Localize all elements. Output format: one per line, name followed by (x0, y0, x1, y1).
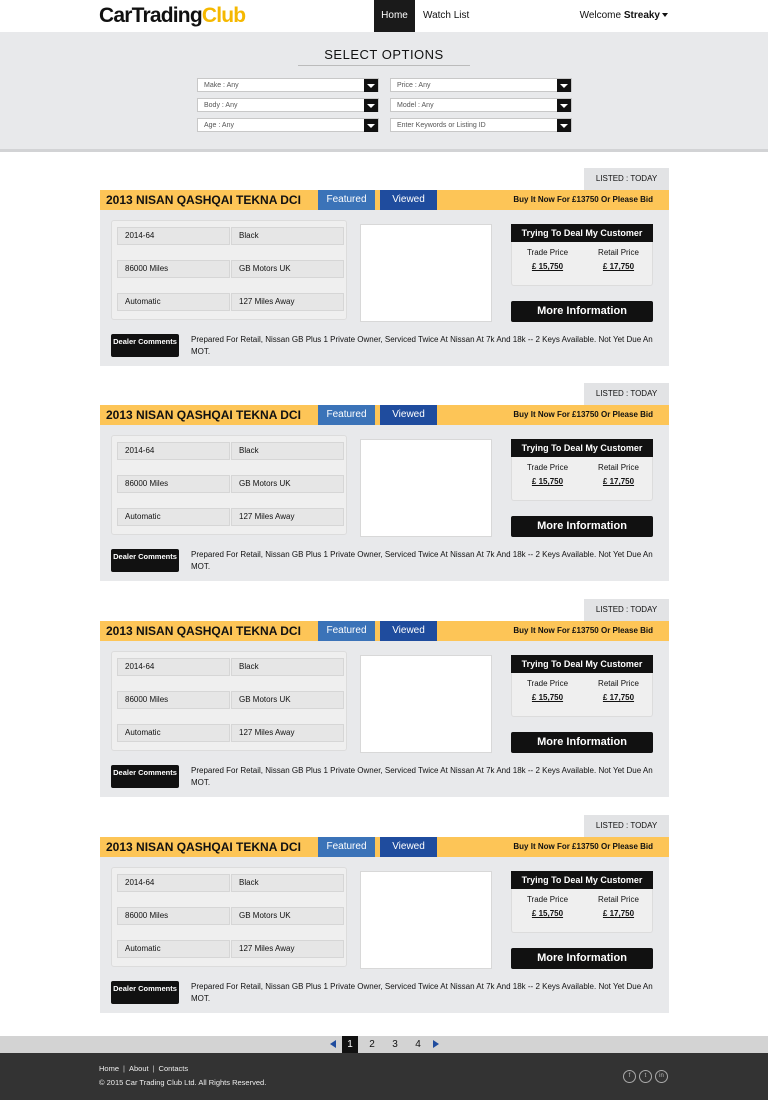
price-box (511, 457, 653, 501)
more-information-button[interactable]: More Information (511, 948, 653, 969)
viewed-badge: Viewed (380, 405, 437, 425)
retail-price-value: £ 17,750 (602, 693, 635, 702)
spec-dealer: GB Motors UK (231, 691, 344, 709)
trade-price-label: Trade Price (526, 679, 569, 688)
dropdown-arrow-icon (557, 79, 571, 92)
facebook-icon[interactable]: f (623, 1070, 636, 1083)
linkedin-icon[interactable]: in (655, 1070, 668, 1083)
spec-transmission: Automatic (117, 940, 230, 958)
twitter-icon[interactable]: t (639, 1070, 652, 1083)
listing-title[interactable]: 2013 NISAN QASHQAI TEKNA DCI (106, 624, 301, 638)
vehicle-specs (111, 651, 347, 751)
dealer-comments-label: Dealer Comments (111, 981, 179, 1004)
trade-price-value: £ 15,750 (531, 262, 564, 271)
spec-distance: 127 Miles Away (231, 293, 344, 311)
trade-price-label: Trade Price (526, 895, 569, 904)
vehicle-specs (111, 435, 347, 535)
dealer-comments-label: Dealer Comments (111, 765, 179, 788)
price-select-value: Price : Any (397, 82, 431, 89)
select-options-title: SELECT OPTIONS (324, 47, 444, 62)
caret-down-icon (662, 13, 668, 17)
listing-body (100, 857, 669, 1013)
model-select[interactable] (390, 98, 572, 112)
logo-club: Club (201, 4, 246, 27)
trade-price-label: Trade Price (526, 463, 569, 472)
welcome-user-menu[interactable] (580, 0, 668, 32)
spec-transmission: Automatic (117, 724, 230, 742)
trying-to-deal-banner: Trying To Deal My Customer (511, 224, 653, 242)
trying-to-deal-banner: Trying To Deal My Customer (511, 871, 653, 889)
site-header (0, 0, 768, 32)
listed-date: LISTED : TODAY (584, 383, 669, 405)
keyword-search-input[interactable] (390, 118, 572, 132)
listing-card (100, 815, 669, 1013)
spec-colour: Black (231, 874, 344, 892)
footer-link-home[interactable]: Home (99, 1064, 120, 1073)
previous-page-arrow-icon[interactable] (330, 1040, 336, 1048)
vehicle-specs (111, 867, 347, 967)
nav-watch-list[interactable]: Watch List (423, 10, 470, 21)
retail-price-label: Retail Price (598, 679, 639, 688)
vehicle-photo[interactable] (360, 224, 492, 322)
title-divider (298, 65, 470, 66)
footer-links (99, 1064, 188, 1073)
page-link-3[interactable]: 3 (392, 1039, 398, 1050)
spec-year: 2014-64 (117, 442, 230, 460)
spec-dealer: GB Motors UK (231, 260, 344, 278)
listed-date: LISTED : TODAY (584, 168, 669, 190)
price-box (511, 673, 653, 717)
buy-now-text: Buy It Now For £13750 Or Please Bid (513, 195, 653, 204)
listing-body (100, 425, 669, 581)
spec-colour: Black (231, 442, 344, 460)
site-logo[interactable] (99, 4, 245, 28)
price-box (511, 889, 653, 933)
spec-distance: 127 Miles Away (231, 940, 344, 958)
dropdown-arrow-icon (557, 119, 571, 132)
price-select[interactable] (390, 78, 572, 92)
next-page-arrow-icon[interactable] (433, 1040, 439, 1048)
listed-date: LISTED : TODAY (584, 815, 669, 837)
viewed-badge: Viewed (380, 621, 437, 641)
spec-dealer: GB Motors UK (231, 475, 344, 493)
trade-price-label: Trade Price (526, 248, 569, 257)
spec-mileage: 86000 Miles (117, 907, 230, 925)
select-options-panel (0, 32, 768, 152)
listing-title-bar (100, 405, 669, 425)
listing-card (100, 168, 669, 366)
nav-home[interactable]: Home (374, 0, 415, 32)
retail-price-label: Retail Price (598, 463, 639, 472)
featured-badge: Featured (318, 190, 375, 210)
more-information-button[interactable]: More Information (511, 301, 653, 322)
logo-car: Car (99, 4, 132, 27)
spec-year: 2014-64 (117, 227, 230, 245)
listing-card (100, 599, 669, 797)
make-select[interactable] (197, 78, 379, 92)
listing-title[interactable]: 2013 NISAN QASHQAI TEKNA DCI (106, 840, 301, 854)
spec-mileage: 86000 Miles (117, 260, 230, 278)
dealer-comments-label: Dealer Comments (111, 334, 179, 357)
separator: | (152, 1064, 155, 1073)
spec-year: 2014-64 (117, 658, 230, 676)
spec-mileage: 86000 Miles (117, 475, 230, 493)
trade-price-value: £ 15,750 (531, 477, 564, 486)
viewed-badge: Viewed (380, 190, 437, 210)
buy-now-text: Buy It Now For £13750 Or Please Bid (513, 842, 653, 851)
price-box (511, 242, 653, 286)
spec-transmission: Automatic (117, 293, 230, 311)
page-link-4[interactable]: 4 (415, 1039, 421, 1050)
logo-trading: Trading (131, 4, 202, 27)
buy-now-text: Buy It Now For £13750 Or Please Bid (513, 410, 653, 419)
page-link-1[interactable]: 1 (342, 1036, 358, 1053)
featured-badge: Featured (318, 837, 375, 857)
trade-price-value: £ 15,750 (531, 693, 564, 702)
spec-distance: 127 Miles Away (231, 508, 344, 526)
retail-price-value: £ 17,750 (602, 909, 635, 918)
listing-body (100, 210, 669, 366)
spec-year: 2014-64 (117, 874, 230, 892)
buy-now-text: Buy It Now For £13750 Or Please Bid (513, 626, 653, 635)
listed-date: LISTED : TODAY (584, 599, 669, 621)
listing-title-bar (100, 621, 669, 641)
featured-badge: Featured (318, 405, 375, 425)
listing-title-bar (100, 190, 669, 210)
vehicle-specs (111, 220, 347, 320)
spec-mileage: 86000 Miles (117, 691, 230, 709)
keyword-search-placeholder: Enter Keywords or Listing ID (397, 122, 486, 129)
dealer-comment-text: Prepared For Retail, Nissan GB Plus 1 Private Owner, Serviced Twice At Nissan At 7k And 18k -- 2 Keys Available. Not Yet Due An MOT. (191, 766, 653, 787)
viewed-badge: Viewed (380, 837, 437, 857)
spec-distance: 127 Miles Away (231, 724, 344, 742)
separator: | (123, 1064, 125, 1073)
spec-colour: Black (231, 658, 344, 676)
dropdown-arrow-icon (557, 99, 571, 112)
dealer-comment-text: Prepared For Retail, Nissan GB Plus 1 Private Owner, Serviced Twice At Nissan At 7k And 18k -- 2 Keys Available. Not Yet Due An MOT. (191, 550, 653, 571)
dropdown-arrow-icon (364, 99, 378, 112)
spec-dealer: GB Motors UK (231, 907, 344, 925)
footer-link-contacts[interactable]: Contacts (158, 1064, 189, 1073)
vehicle-photo[interactable] (360, 655, 492, 753)
dealer-comments-label: Dealer Comments (111, 549, 179, 572)
make-select-value: Make : Any (204, 82, 239, 89)
listing-title-bar (100, 837, 669, 857)
retail-price-value: £ 17,750 (602, 477, 635, 486)
more-information-button[interactable]: More Information (511, 732, 653, 753)
footer-link-about[interactable]: About (128, 1064, 149, 1073)
copyright-text: © 2015 Car Trading Club Ltd. All Rights Reserved. (99, 1078, 267, 1087)
spec-colour: Black (231, 227, 344, 245)
trying-to-deal-banner: Trying To Deal My Customer (511, 655, 653, 673)
trying-to-deal-banner: Trying To Deal My Customer (511, 439, 653, 457)
featured-badge: Featured (318, 621, 375, 641)
dealer-comment-text: Prepared For Retail, Nissan GB Plus 1 Private Owner, Serviced Twice At Nissan At 7k And 18k -- 2 Keys Available. Not Yet Due An MOT. (191, 982, 653, 1003)
model-select-value: Model : Any (397, 102, 434, 109)
listing-card (100, 383, 669, 581)
vehicle-photo[interactable] (360, 439, 492, 537)
more-information-button[interactable]: More Information (511, 516, 653, 537)
age-select-value: Age : Any (204, 122, 234, 129)
retail-price-label: Retail Price (598, 248, 639, 257)
listing-body (100, 641, 669, 797)
retail-price-value: £ 17,750 (602, 262, 635, 271)
age-select[interactable] (197, 118, 379, 132)
welcome-prefix: Welcome (579, 10, 622, 21)
spec-transmission: Automatic (117, 508, 230, 526)
dropdown-arrow-icon (364, 79, 378, 92)
body-select-value: Body : Any (204, 102, 238, 109)
retail-price-label: Retail Price (598, 895, 639, 904)
listing-title[interactable]: 2013 NISAN QASHQAI TEKNA DCI (106, 193, 301, 207)
vehicle-photo[interactable] (360, 871, 492, 969)
trade-price-value: £ 15,750 (531, 909, 564, 918)
pagination (0, 1036, 768, 1053)
listing-title[interactable]: 2013 NISAN QASHQAI TEKNA DCI (106, 408, 301, 422)
welcome-username: Streaky (623, 10, 660, 21)
page-link-2[interactable]: 2 (369, 1039, 375, 1050)
dealer-comment-text: Prepared For Retail, Nissan GB Plus 1 Private Owner, Serviced Twice At Nissan At 7k And 18k -- 2 Keys Available. Not Yet Due An MOT. (191, 335, 653, 356)
dropdown-arrow-icon (364, 119, 378, 132)
site-footer (0, 1053, 768, 1100)
body-select[interactable] (197, 98, 379, 112)
